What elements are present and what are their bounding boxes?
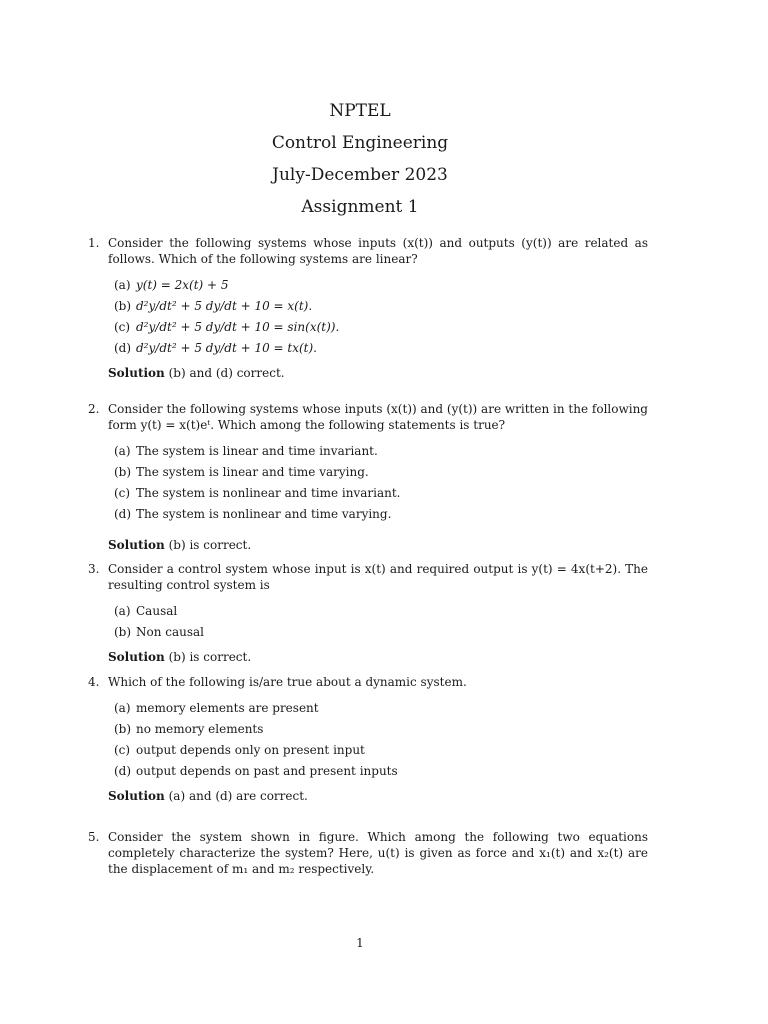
header-organization: NPTEL	[329, 101, 391, 121]
option-item	[114, 601, 648, 622]
solution-text: (b) is correct.	[164, 538, 252, 552]
question-number: 1.	[88, 236, 100, 250]
question-number: 3.	[88, 562, 100, 576]
solution	[108, 537, 648, 553]
option-text: Causal	[136, 604, 178, 618]
option-text: The system is linear and time varying.	[136, 465, 369, 479]
question-number: 2.	[88, 402, 100, 416]
question-3	[88, 561, 648, 665]
option-item	[114, 504, 648, 525]
option-text: d²y/dt² + 5 dy/dt + 10 = sin(x(t)).	[136, 320, 340, 334]
option-label: (c)	[114, 320, 131, 334]
option-item	[114, 761, 648, 782]
option-item	[114, 275, 648, 296]
solution	[108, 365, 648, 381]
option-list	[114, 441, 648, 525]
solution-text: (b) and (d) correct.	[164, 366, 285, 380]
question-2	[88, 401, 648, 553]
option-text: The system is nonlinear and time invariant.	[136, 486, 401, 500]
option-list	[114, 275, 648, 359]
page-number: 1	[356, 936, 364, 950]
solution-label: Solution	[108, 789, 165, 803]
option-text: The system is linear and time invariant.	[136, 444, 378, 458]
solution	[108, 649, 648, 665]
option-text: The system is nonlinear and time varying.	[136, 507, 392, 521]
question-text: Consider the following systems whose inputs (x(t)) and (y(t)) are written in the following form y(t) = x(t)eᵗ. Which among the following statements is true?	[108, 402, 648, 432]
solution-label: Solution	[108, 538, 165, 552]
solution-label: Solution	[108, 650, 165, 664]
option-label: (d)	[114, 341, 132, 355]
option-item	[114, 296, 648, 317]
option-text: output depends on past and present inputs	[136, 764, 398, 778]
option-label: (d)	[114, 507, 132, 521]
option-label: (a)	[114, 278, 131, 292]
option-label: (b)	[114, 465, 132, 479]
question-4	[88, 674, 648, 804]
question-text: Consider a control system whose input is x(t) and required output is y(t) = 4x(t+2). The resulting control system is	[108, 562, 648, 592]
option-item	[114, 719, 648, 740]
option-item	[114, 338, 648, 359]
option-list	[114, 698, 648, 782]
option-label: (b)	[114, 625, 132, 639]
solution	[108, 788, 648, 804]
question-number: 5.	[88, 830, 100, 844]
option-label: (d)	[114, 764, 132, 778]
question-5	[88, 829, 648, 877]
option-text: y(t) = 2x(t) + 5	[136, 278, 229, 292]
option-text: memory elements are present	[136, 701, 319, 715]
option-text: output depends only on present input	[136, 743, 365, 757]
option-text: Non causal	[136, 625, 205, 639]
header-assignment: Assignment 1	[301, 197, 419, 217]
option-label: (b)	[114, 722, 132, 736]
question-1	[88, 235, 648, 381]
question-text: Consider the system shown in figure. Which among the following two equations completely characterize the system? Here, u(t) is given as force and x₁(t) and x₂(t) are the displacement of m₁ and m₂ respectively.	[108, 830, 648, 876]
option-label: (a)	[114, 444, 131, 458]
option-text: d²y/dt² + 5 dy/dt + 10 = tx(t).	[136, 341, 317, 355]
option-text: no memory elements	[136, 722, 264, 736]
option-label: (c)	[114, 743, 131, 757]
question-text: Which of the following is/are true about a dynamic system.	[108, 675, 467, 689]
option-item	[114, 622, 648, 643]
option-item	[114, 462, 648, 483]
option-item	[114, 740, 648, 761]
option-label: (a)	[114, 701, 131, 715]
header-term: July-December 2023	[272, 165, 448, 185]
option-text: d²y/dt² + 5 dy/dt + 10 = x(t).	[136, 299, 313, 313]
question-text: Consider the following systems whose inputs (x(t)) and outputs (y(t)) are related as follows. Which of the following systems are linear?	[108, 236, 648, 266]
option-list	[114, 601, 648, 643]
solution-text: (a) and (d) are correct.	[164, 789, 308, 803]
option-label: (c)	[114, 486, 131, 500]
header-course: Control Engineering	[271, 133, 449, 153]
option-label: (b)	[114, 299, 132, 313]
question-number: 4.	[88, 675, 100, 689]
option-item	[114, 698, 648, 719]
solution-label: Solution	[108, 366, 165, 380]
option-label: (a)	[114, 604, 131, 618]
solution-text: (b) is correct.	[164, 650, 252, 664]
option-item	[114, 441, 648, 462]
option-item	[114, 317, 648, 338]
option-item	[114, 483, 648, 504]
